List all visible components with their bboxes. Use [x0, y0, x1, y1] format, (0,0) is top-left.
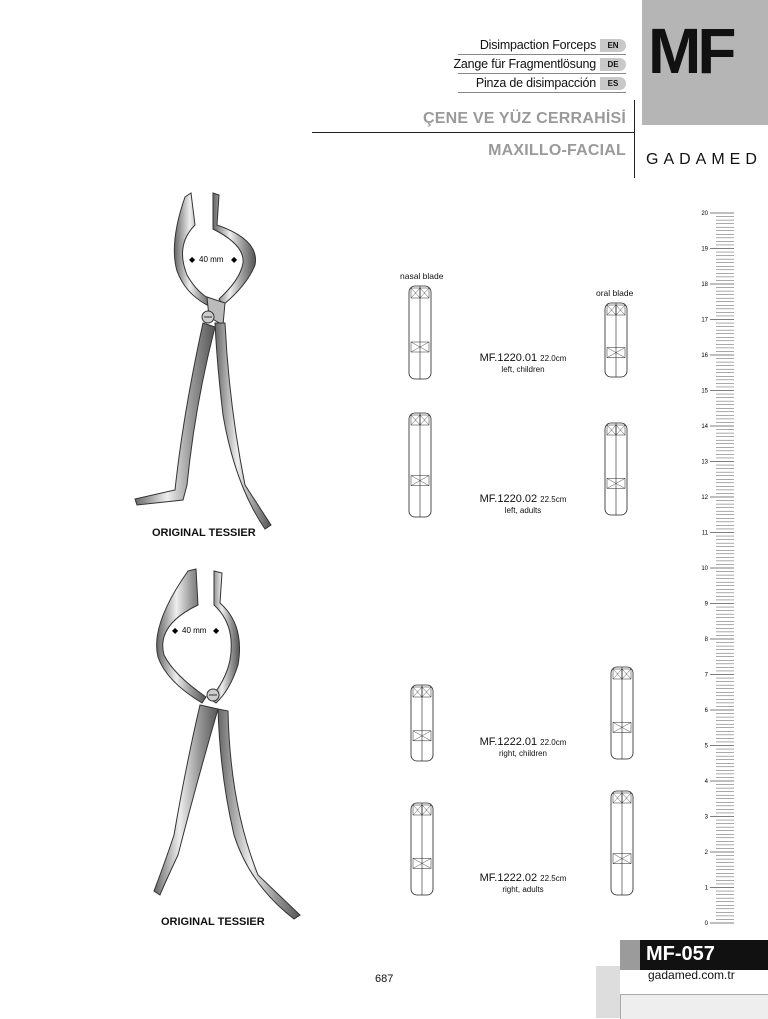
- product-1220-02: [463, 493, 583, 515]
- ruler-label: 19: [701, 246, 708, 253]
- nasal-blade-label: nasal blade: [400, 271, 444, 281]
- title-es: Pinza de disimpacción: [475, 76, 596, 90]
- footer-accent: [620, 940, 640, 970]
- product-size: 22.5cm: [540, 874, 567, 883]
- oral-blade-label: oral blade: [596, 288, 634, 298]
- footer-decor: [596, 966, 620, 1018]
- instrument-label-1: ORIGINAL TESSIER: [152, 527, 256, 539]
- divider: [458, 92, 626, 93]
- product-desc: right, adults: [502, 885, 544, 894]
- website: gadamed.com.tr: [648, 968, 735, 982]
- arrow-left-icon: ◆: [172, 626, 179, 635]
- product-code: MF.1220.01: [479, 352, 538, 364]
- product-code: MF.1222.01: [479, 736, 538, 748]
- product-desc: left, children: [501, 365, 545, 374]
- ruler-label: 11: [701, 530, 708, 537]
- category-en: MAXILLO-FACIAL: [488, 142, 626, 159]
- blade-icon: [410, 684, 436, 764]
- blade-icon: [408, 412, 434, 520]
- ruler-label: 15: [701, 388, 708, 395]
- ruler-label: 4: [704, 779, 708, 785]
- ruler-label: 10: [701, 566, 708, 572]
- ruler-label: 13: [701, 459, 708, 466]
- header-rule: [312, 132, 634, 133]
- ruler-label: 5: [704, 743, 708, 750]
- blade-icon: [610, 666, 636, 762]
- instrument-label-2: ORIGINAL TESSIER: [161, 916, 265, 928]
- product-1222-02: [463, 872, 583, 894]
- title-en: Disimpaction Forceps: [479, 38, 596, 52]
- dimension-label-1: 40 mm: [199, 255, 224, 264]
- ruler-label: 18: [701, 282, 708, 288]
- arrow-right-icon: ◆: [213, 626, 220, 635]
- section-code: MF: [648, 15, 733, 87]
- ruler-label: 0: [704, 921, 708, 927]
- ruler-label: 12: [701, 495, 708, 501]
- title-de-row: [453, 55, 626, 73]
- ruler-label: 8: [704, 637, 708, 643]
- ruler-label: 3: [704, 814, 708, 821]
- header-vrule: [634, 100, 635, 178]
- blade-icon: [610, 790, 636, 898]
- ruler-label: 17: [701, 317, 708, 324]
- section-box: [642, 0, 768, 125]
- ruler-label: 9: [704, 601, 708, 608]
- title-en-row: [480, 36, 626, 54]
- product-size: 22.0cm: [540, 354, 567, 363]
- ruler-label: 7: [704, 672, 708, 679]
- ruler-label: 6: [704, 708, 708, 714]
- dimension-label-2: 40 mm: [182, 626, 207, 635]
- ruler-label: 14: [701, 424, 708, 430]
- ruler-label: 20: [701, 211, 708, 217]
- arrow-left-icon: ◆: [189, 255, 196, 264]
- lang-tag-de: DE: [600, 58, 626, 71]
- forceps-image-1: [125, 185, 295, 530]
- lang-tag-en: EN: [600, 39, 626, 52]
- blade-icon: [604, 302, 630, 380]
- product-size: 22.5cm: [540, 495, 567, 504]
- product-desc: right, children: [498, 749, 548, 758]
- forceps-image-2: [130, 565, 305, 920]
- product-1220-01: [463, 352, 583, 374]
- brand-logo: GADAMED: [646, 151, 762, 168]
- ruler-label: 16: [701, 353, 708, 359]
- product-1222-01: [463, 736, 583, 758]
- page-number: 687: [375, 973, 394, 985]
- blade-icon: [408, 285, 434, 382]
- category-tr: ÇENE VE YÜZ CERRAHİSİ: [422, 110, 626, 127]
- title-de: Zange für Fragmentlösung: [453, 57, 596, 71]
- product-size: 22.0cm: [540, 738, 567, 747]
- page-code: MF-057: [646, 943, 715, 965]
- arrow-right-icon: ◆: [231, 255, 238, 264]
- blade-icon: [410, 802, 436, 898]
- title-es-row: [476, 74, 626, 92]
- product-desc: left, adults: [504, 506, 542, 515]
- ruler-label: 2: [704, 850, 708, 856]
- product-code: MF.1220.02: [479, 493, 538, 505]
- ruler-label: 1: [704, 885, 708, 892]
- footer-decor: [620, 994, 768, 1019]
- product-code: MF.1222.02: [479, 872, 538, 884]
- measurement-ruler: [700, 205, 750, 927]
- blade-icon: [604, 422, 630, 518]
- lang-tag-es: ES: [600, 77, 626, 90]
- footer-bar: [620, 940, 768, 970]
